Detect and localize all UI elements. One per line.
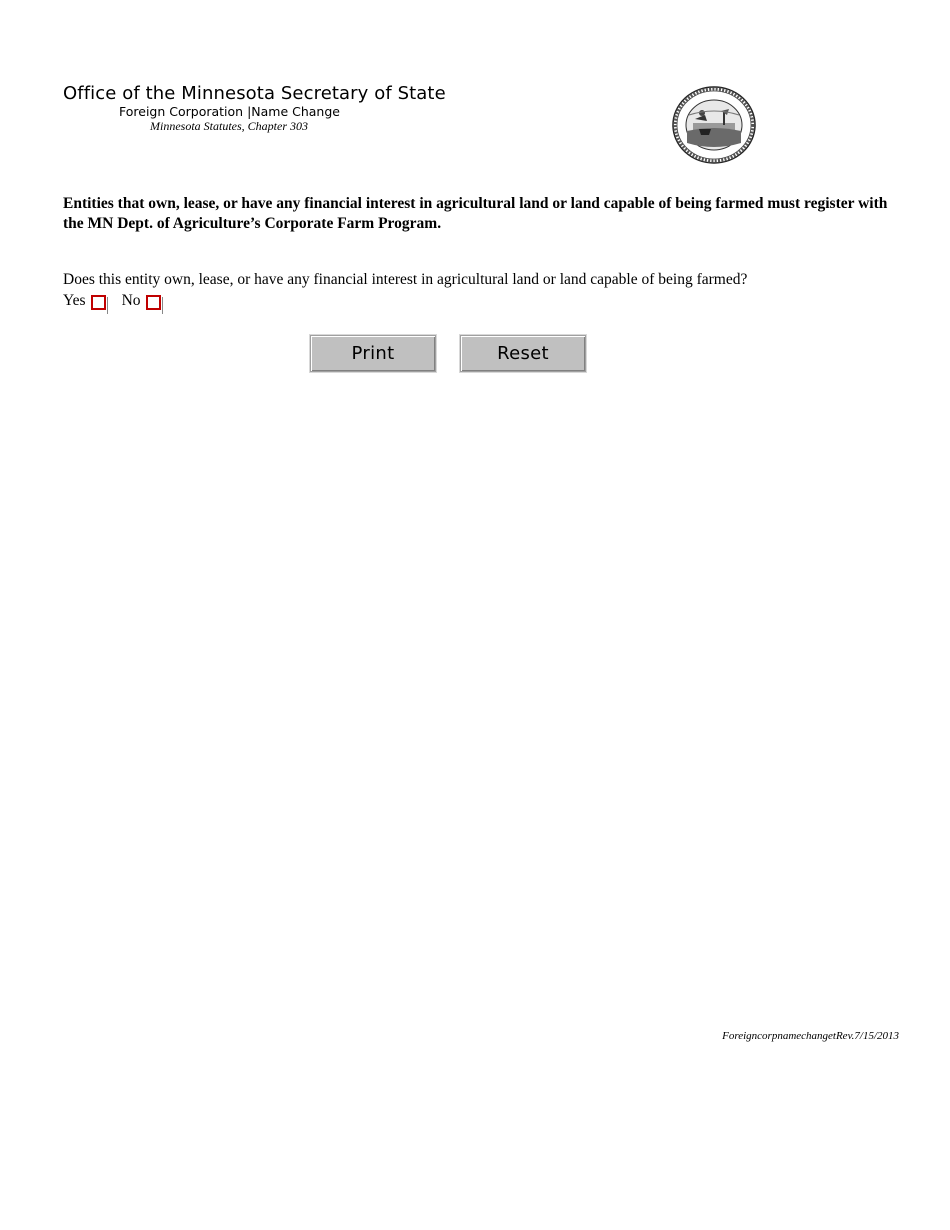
reset-button[interactable]: Reset: [460, 335, 586, 372]
print-button[interactable]: Print: [310, 335, 436, 372]
farm-land-question: Does this entity own, lease, or have any financial interest in agricultural land or land capable of being farmed?: [63, 271, 748, 288]
office-title: Office of the Minnesota Secretary of State: [63, 83, 446, 104]
state-seal-icon: [671, 85, 757, 165]
yes-checkbox[interactable]: [91, 295, 106, 310]
yes-label: Yes: [63, 292, 86, 309]
no-label: No: [121, 292, 141, 309]
corporate-farm-notice: Entities that own, lease, or have any financial interest in agricultural land or land capable of being farmed must register with the MN Dept. of Agriculture’s Corporate Farm Program.: [63, 195, 888, 232]
form-revision: ForeigncorpnamechangetRev.7/15/2013: [722, 1030, 899, 1042]
no-checkbox[interactable]: [146, 295, 161, 310]
statute-reference: Minnesota Statutes, Chapter 303: [150, 119, 308, 133]
farm-land-answer-row: [63, 292, 177, 310]
form-name: Foreign Corporation |Name Change: [119, 104, 340, 119]
